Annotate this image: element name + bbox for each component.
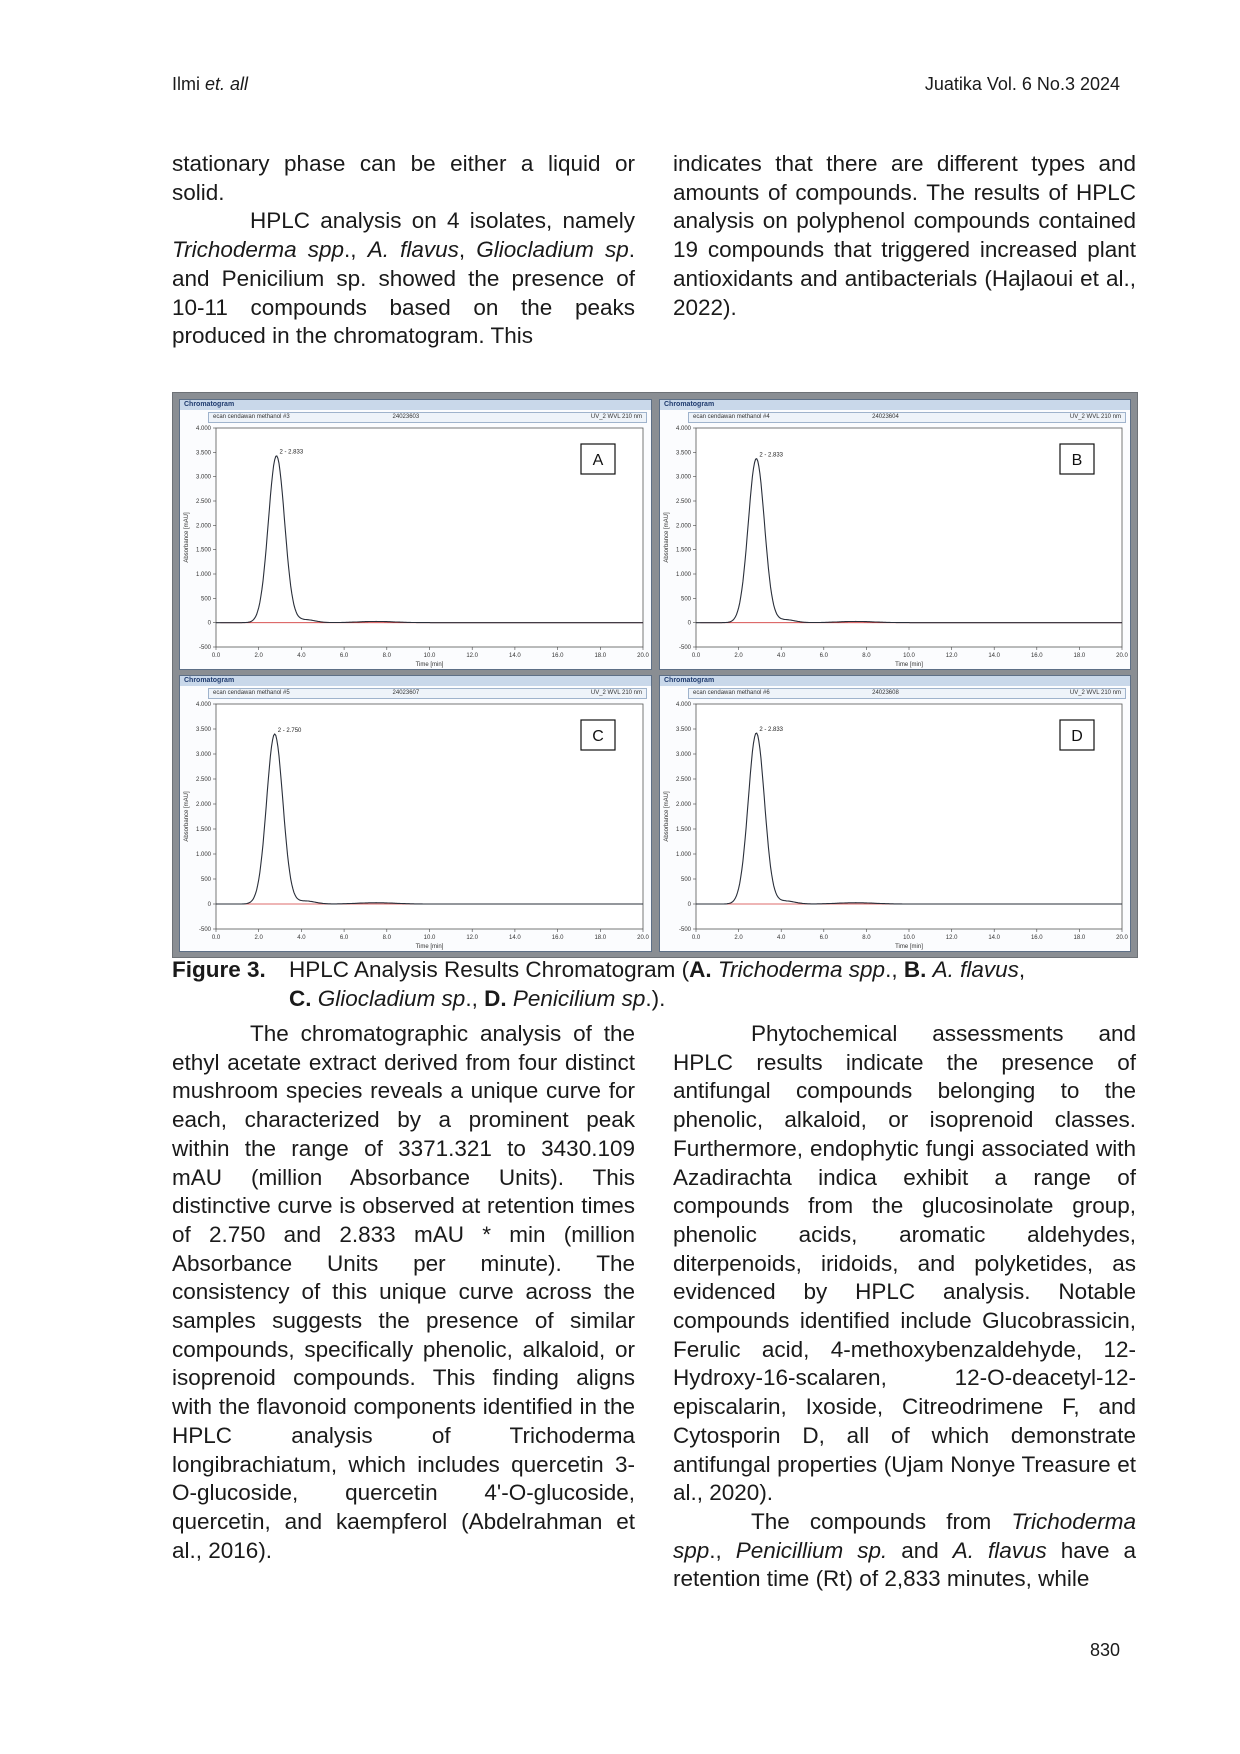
x-tick-label: 12.0 [466, 935, 479, 941]
x-tick-label: 8.0 [862, 935, 871, 941]
bottom-left-column [172, 1020, 635, 1565]
panel-letter: D [1071, 728, 1083, 745]
plot-area [696, 428, 1122, 647]
detector-label: UV_2 WVL 210 nm [590, 414, 642, 420]
peak-label: 2 - 2.750 [277, 728, 302, 734]
y-tick-label: 0 [687, 902, 691, 908]
y-axis-label: Absorbance [mAU] [184, 512, 190, 563]
sample-code: 24023608 [872, 690, 899, 696]
paragraph: stationary phase can be either a liquid or solid. [172, 151, 635, 205]
paragraph: indicates that there are different types and amounts of compounds. The results of HPLC analysis on polyphenol compounds contained 19 compounds that triggered increased plant antioxidants and antibacterials (Hajlaoui et al., 2022). [673, 151, 1136, 320]
detector-label: UV_2 WVL 210 nm [1069, 414, 1121, 420]
chromatogram-info-bar [688, 688, 1126, 699]
x-tick-label: 12.0 [945, 935, 958, 941]
y-tick-label: 0 [207, 620, 211, 627]
panel-letter: C [592, 728, 604, 745]
y-tick-label: -500 [198, 927, 211, 933]
figure-caption: Figure 3. HPLC Analysis Results Chromatogram (A. Trichoderma spp., B. A. flavus, C. Gliocladium sp., D. Penicilium sp.). [172, 957, 1026, 1011]
y-tick-label: 500 [200, 877, 211, 883]
bottom-right-column [673, 1020, 1136, 1594]
sample-code: 24023603 [392, 414, 420, 420]
x-tick-label: 18.0 [594, 653, 607, 659]
x-tick-label: 10.0 [423, 653, 436, 659]
y-tick-label: 2.500 [195, 499, 211, 505]
plot-area [216, 428, 643, 647]
peak-label: 2 - 2.833 [759, 452, 784, 459]
x-tick-label: 16.0 [1030, 653, 1043, 659]
y-tick-label: 3.500 [195, 450, 211, 457]
y-tick-label: 1.500 [675, 827, 691, 833]
x-tick-label: 2.0 [734, 935, 743, 941]
chromatogram-title: Chromatogram [660, 400, 1130, 410]
x-tick-label: 20.0 [637, 653, 649, 659]
y-tick-label: 4.000 [195, 702, 211, 708]
y-tick-label: 500 [680, 596, 691, 603]
y-tick-label: 500 [200, 596, 211, 603]
y-tick-label: 0 [687, 620, 691, 627]
x-tick-label: 4.0 [297, 653, 306, 659]
y-tick-label: 1.500 [195, 827, 211, 833]
x-tick-label: 8.0 [382, 653, 391, 659]
plot-area [696, 704, 1122, 929]
chromatogram-info-bar [208, 688, 647, 699]
paragraph: HPLC analysis on 4 isolates, namely Trichoderma spp., A. flavus, Gliocladium sp. and Penicilium sp. showed the presence of 10-11 compounds based on the peaks produced in the chromatogram. This [172, 208, 635, 349]
y-tick-label: 3.000 [675, 752, 691, 758]
y-tick-label: 3.000 [195, 474, 211, 481]
sample-code: 24023607 [392, 690, 420, 696]
peak-label: 2 - 2.833 [759, 727, 784, 733]
chromatogram-title: Chromatogram [180, 400, 651, 410]
sample-name: ecan cendawan methanol #4 [693, 414, 770, 420]
peak-label: 2 - 2.833 [279, 449, 304, 456]
panel-letter: B [1071, 452, 1083, 469]
y-tick-label: 1.000 [195, 852, 211, 858]
x-tick-label: 0.0 [211, 935, 221, 941]
x-tick-label: 6.0 [339, 935, 349, 941]
y-tick-label: 2.500 [195, 777, 211, 783]
chromatogram-panel-a [179, 399, 652, 670]
figure-label: Figure 3. [172, 957, 266, 982]
x-tick-label: 6.0 [819, 653, 828, 659]
panel-letter: A [592, 452, 604, 469]
chromatogram-plot [660, 424, 1130, 669]
chromatogram-plot [180, 424, 651, 669]
x-tick-label: 14.0 [988, 653, 1001, 659]
x-tick-label: 20.0 [637, 935, 649, 941]
y-tick-label: 0 [207, 902, 211, 908]
x-axis-label: Time [min] [415, 944, 444, 950]
y-tick-label: 2.500 [675, 777, 691, 783]
y-tick-label: 3.000 [195, 752, 211, 758]
chromatogram-plot [180, 700, 651, 951]
x-tick-label: 12.0 [945, 653, 958, 659]
x-tick-label: 16.0 [1030, 935, 1043, 941]
figure-3-chromatograms [172, 392, 1138, 958]
chromatogram-info-bar [208, 412, 647, 423]
y-tick-label: 3.500 [195, 727, 211, 733]
y-axis-label: Absorbance [mAU] [184, 791, 190, 842]
y-tick-label: 4.000 [195, 426, 211, 432]
x-tick-label: 2.0 [254, 653, 263, 659]
running-header-journal: Juatika Vol. 6 No.3 2024 [924, 74, 1120, 94]
y-tick-label: 3.000 [675, 474, 691, 481]
top-right-column [673, 150, 1136, 322]
x-tick-label: 18.0 [1073, 935, 1086, 941]
y-tick-label: -500 [678, 645, 691, 651]
sample-name: ecan cendawan methanol #6 [693, 690, 770, 696]
y-tick-label: 2.000 [675, 802, 691, 808]
chromatogram-plot [660, 700, 1130, 951]
sample-name: ecan cendawan methanol #5 [213, 690, 290, 696]
x-axis-label: Time [min] [895, 944, 923, 950]
x-tick-label: 10.0 [423, 935, 436, 941]
chromatogram-info-bar [688, 412, 1126, 423]
x-tick-label: 14.0 [509, 935, 521, 941]
x-tick-label: 4.0 [297, 935, 306, 941]
x-tick-label: 14.0 [988, 935, 1001, 941]
x-tick-label: 0.0 [691, 653, 701, 659]
x-tick-label: 14.0 [509, 653, 521, 659]
x-tick-label: 18.0 [594, 935, 607, 941]
sample-name: ecan cendawan methanol #3 [213, 414, 290, 420]
y-tick-label: 2.000 [195, 523, 211, 530]
x-tick-label: 0.0 [691, 935, 701, 941]
y-tick-label: 2.500 [675, 499, 691, 505]
x-tick-label: 16.0 [551, 653, 564, 659]
y-tick-label: 3.500 [675, 450, 691, 457]
y-tick-label: 500 [680, 877, 691, 883]
y-tick-label: -500 [678, 927, 691, 933]
paragraph: The compounds from Trichoderma spp., Penicillium sp. and A. flavus have a retention time (Rt) of 2,833 minutes, while [673, 1508, 1136, 1592]
y-axis-label: Absorbance [mAU] [664, 791, 670, 842]
x-tick-label: 10.0 [903, 935, 915, 941]
paragraph: Phytochemical assessments and HPLC results indicate the presence of antifungal compounds belonging to the phenolic, alkaloid, or isoprenoid classes. Furthermore, endophytic fungi associated with Azadirachta indica exhibit a range of compounds from the glucosinolate group, phenolic acids, aromatic aldehydes, diterpenoids, iridoids, and polyketides, as evidenced by HPLC analysis. Notable compounds identified include Glucobrassicin, Ferulic acid, 4-methoxybenzaldehyde, 12-Hydroxy-16-scalaren, 12-O-deacetyl-12-episcalarin, Ixoside, Citreodrimene F, and Cytosporin D, all of which demonstrate antifungal properties (Ujam Nonye Treasure et al., 2020). [673, 1021, 1136, 1506]
y-axis-label: Absorbance [mAU] [664, 512, 670, 563]
top-left-column [172, 150, 635, 351]
y-tick-label: 3.500 [675, 727, 691, 733]
x-tick-label: 8.0 [382, 935, 391, 941]
chromatogram-title: Chromatogram [660, 676, 1130, 686]
plot-area [216, 704, 643, 929]
x-tick-label: 12.0 [466, 653, 479, 659]
x-tick-label: 20.0 [1116, 653, 1128, 659]
sample-code: 24023604 [872, 414, 899, 420]
chromatogram-panel-b [659, 399, 1131, 670]
y-tick-label: 2.000 [195, 802, 211, 808]
x-tick-label: 2.0 [254, 935, 263, 941]
y-tick-label: 1.000 [195, 572, 211, 578]
y-tick-label: 1.500 [675, 547, 691, 554]
x-tick-label: 8.0 [862, 653, 871, 659]
y-tick-label: 1.000 [675, 852, 691, 858]
x-axis-label: Time [min] [895, 662, 923, 668]
x-tick-label: 6.0 [819, 935, 828, 941]
detector-label: UV_2 WVL 210 nm [1069, 690, 1121, 696]
x-tick-label: 20.0 [1116, 935, 1128, 941]
x-tick-label: 16.0 [551, 935, 564, 941]
page-number: 830 [1089, 1640, 1120, 1660]
y-tick-label: 1.000 [675, 572, 691, 578]
y-tick-label: 1.500 [195, 547, 211, 554]
x-axis-label: Time [min] [415, 662, 444, 668]
x-tick-label: 6.0 [339, 653, 349, 659]
x-tick-label: 4.0 [777, 935, 786, 941]
chromatogram-panel-c [179, 675, 652, 952]
chromatogram-title: Chromatogram [180, 676, 651, 686]
x-tick-label: 10.0 [903, 653, 915, 659]
x-tick-label: 4.0 [777, 653, 786, 659]
y-tick-label: 4.000 [675, 702, 691, 708]
detector-label: UV_2 WVL 210 nm [590, 690, 642, 696]
y-tick-label: -500 [198, 645, 211, 651]
running-header-authors: Ilmi et. all [172, 74, 249, 94]
y-tick-label: 2.000 [675, 523, 691, 530]
x-tick-label: 18.0 [1073, 653, 1086, 659]
x-tick-label: 0.0 [211, 653, 221, 659]
chromatogram-panel-d [659, 675, 1131, 952]
paragraph: The chromatographic analysis of the ethyl acetate extract derived from four distinct mushroom species reveals a unique curve for each, characterized by a prominent peak within the range of 3371.321 to 3430.109 mAU (million Absorbance Units). This distinctive curve is observed at retention times of 2.750 and 2.833 mAU * min (million Absorbance Units per minute). The consistency of this unique curve across the samples suggests the presence of similar compounds, specifically phenolic, alkaloid, or isoprenoid compounds. This finding aligns with the flavonoid components identified in the HPLC analysis of Trichoderma longibrachiatum, which includes quercetin 3-O-glucoside, quercetin 4'-O-glucoside, quercetin, and kaempferol (Abdelrahman et al., 2016). [172, 1021, 635, 1563]
y-tick-label: 4.000 [675, 426, 691, 432]
x-tick-label: 2.0 [734, 653, 743, 659]
